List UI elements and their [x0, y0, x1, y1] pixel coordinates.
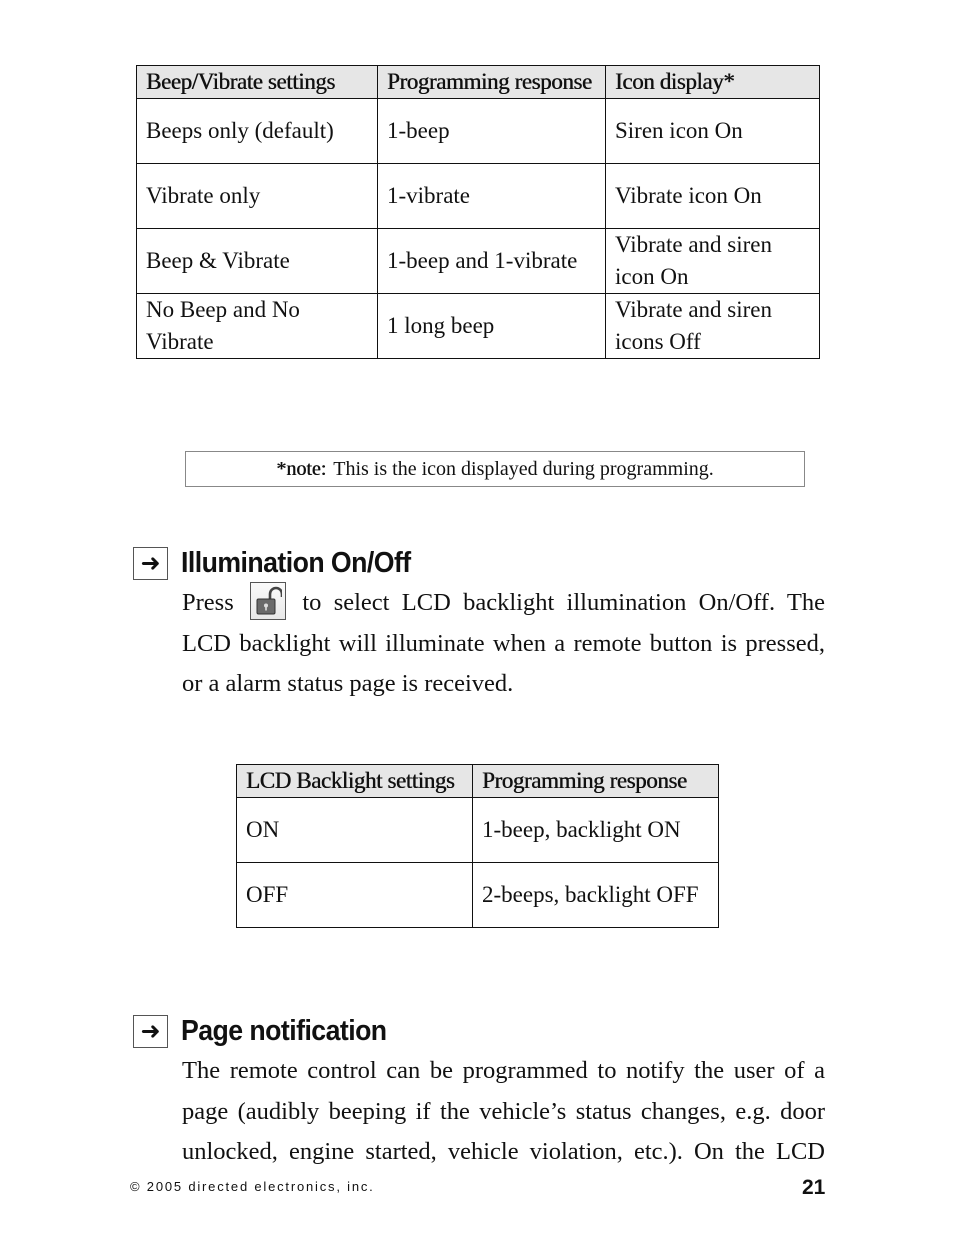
illumination-heading — [133, 545, 431, 581]
column-header: Beep/Vibrate settings — [137, 66, 378, 99]
table-row — [237, 798, 719, 863]
table-cell: Vibrate icon On — [606, 164, 820, 229]
paragraph-text: to select LCD backlight illumination On/Off. The — [302, 589, 826, 616]
table-header-row — [237, 765, 719, 798]
paragraph-line: unlocked, engine started, vehicle violation, etc.). On the LCD — [182, 1138, 825, 1165]
table-cell: Beep & Vibrate — [137, 229, 378, 294]
note-label: *note: — [276, 457, 327, 480]
page-number: 21 — [802, 1176, 826, 1199]
table-row — [137, 164, 820, 229]
column-header: Programming response — [378, 66, 606, 99]
table-row — [237, 863, 719, 928]
table-row — [137, 99, 820, 164]
paragraph-line: The remote control can be programmed to notify the user of a — [182, 1057, 825, 1084]
arrow-right-icon: ➜ — [133, 1015, 168, 1048]
table-cell: Siren icon On — [606, 99, 820, 164]
table-cell: 1-beep and 1-vibrate — [378, 229, 606, 294]
section-title: Page notification — [181, 1014, 387, 1047]
unlock-icon — [250, 582, 286, 620]
arrow-right-icon: ➜ — [133, 547, 168, 580]
table-cell: Beeps only (default) — [137, 99, 378, 164]
table-row — [137, 294, 820, 359]
note-text: This is the icon displayed during programming. — [333, 457, 714, 480]
illumination-paragraph — [182, 583, 825, 705]
paragraph-line — [182, 583, 825, 624]
table-cell: 1-beep — [378, 99, 606, 164]
paragraph-text: Press — [182, 589, 234, 616]
paragraph-line: page (audibly beeping if the vehicle’s status changes, e.g. door — [182, 1097, 825, 1125]
table-cell: 1-vibrate — [378, 164, 606, 229]
beep-vibrate-settings-table — [136, 65, 820, 359]
column-header: Programming response — [473, 765, 719, 798]
page-notification-paragraph — [182, 1051, 825, 1173]
table-row — [137, 229, 820, 294]
table-cell: 1 long beep — [378, 294, 606, 359]
table-cell: Vibrate only — [137, 164, 378, 229]
table-cell: 1-beep, backlight ON — [473, 798, 719, 863]
paragraph-line: or a alarm status page is received. — [182, 670, 514, 697]
column-header: Icon display* — [606, 66, 820, 99]
paragraph-line: LCD backlight will illuminate when a remote button is pressed, — [182, 629, 825, 657]
table-cell: Vibrate and siren icon On — [606, 229, 820, 294]
table-cell: OFF — [237, 863, 473, 928]
table-cell: Vibrate and siren icons Off — [606, 294, 820, 359]
section-title: Illumination On/Off — [181, 546, 411, 579]
table-header-row — [137, 66, 820, 99]
copyright-footer: © 2005 directed electronics, inc. — [130, 1179, 375, 1194]
programming-note — [185, 451, 805, 487]
table-cell: No Beep and No Vibrate — [137, 294, 378, 359]
lcd-backlight-table — [236, 764, 719, 928]
table-cell: 2-beeps, backlight OFF — [473, 863, 719, 928]
table-cell: ON — [237, 798, 473, 863]
column-header: LCD Backlight settings — [237, 765, 473, 798]
page-notification-heading — [133, 1013, 404, 1049]
